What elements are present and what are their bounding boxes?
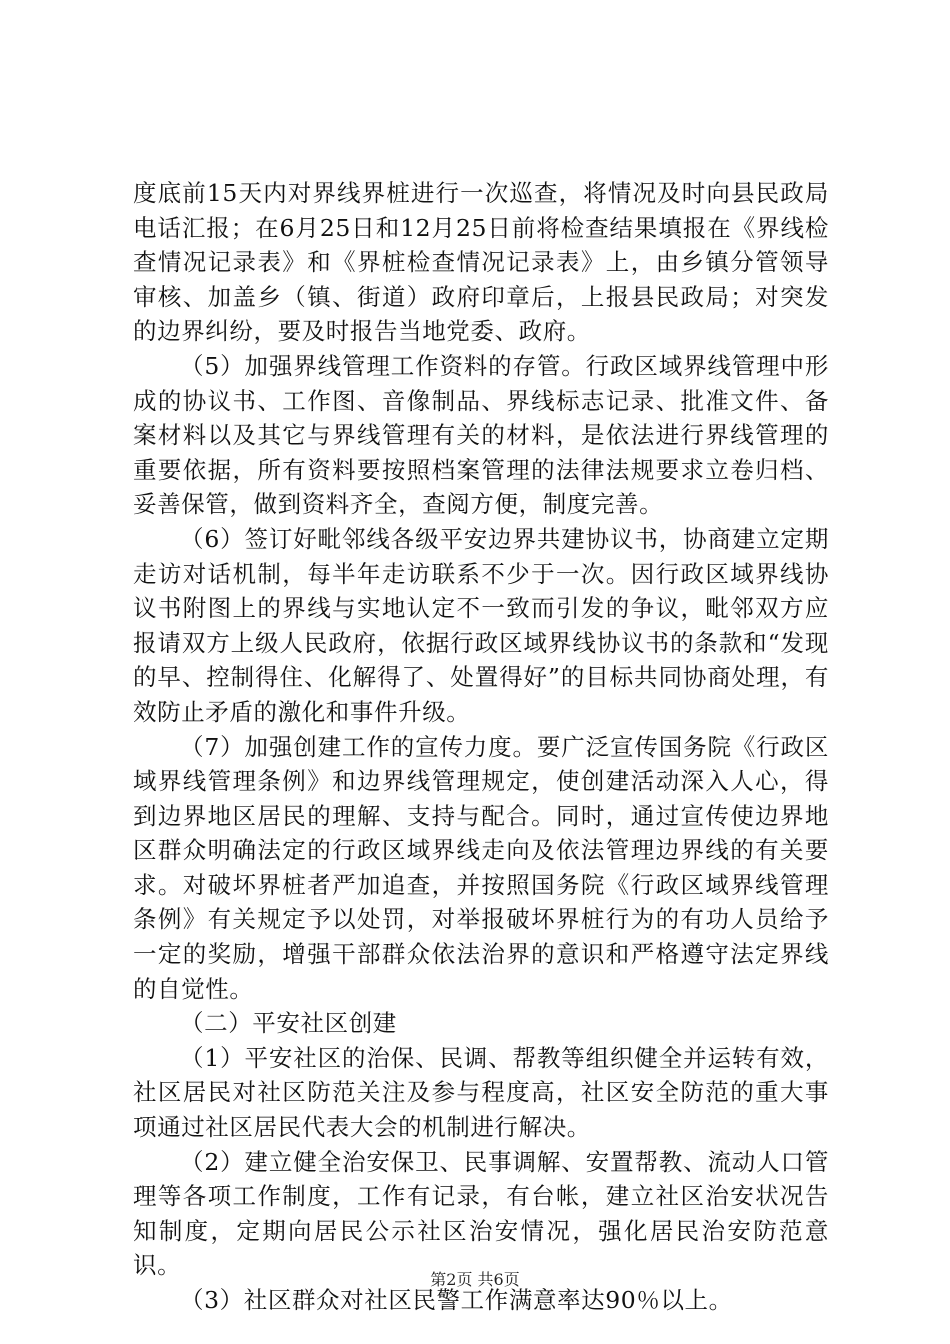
paragraph-item-5: （5）加强界线管理工作资料的存管。行政区域界线管理中形成的协议书、工作图、音像制品、界线标志记录、批准文件、备案材料以及其它与界线管理有关的材料，是依法进行界线管理的重要依据，所有资料要按照档案管理的法律法规要求立卷归档、妥善保管，做到资料齐全，查阅方便，制度完善。 (133, 351, 829, 519)
document-body (133, 176, 829, 1318)
paragraph-item-7: （7）加强创建工作的宣传力度。要广泛宣传国务院《行政区域界线管理条例》和边界线管理规定，使创建活动深入人心，得到边界地区居民的理解、支持与配合。同时，通过宣传使边界地区群众明确法定的行政区域界线走向及依法管理边界线的有关要求。对破坏界桩者严加追查，并按照国务院《行政区域界线管理条例》有关规定予以处罚，对举报破坏界桩行为的有功人员给予一定的奖励，增强干部群众依法治界的意识和严格遵守法定界线的自觉性。 (133, 732, 829, 1003)
paragraph-continuation: 度底前15天内对界线界桩进行一次巡查，将情况及时向县民政局电话汇报；在6月25日和12月25日前将检查结果填报在《界线检查情况记录表》和《界桩检查情况记录表》上，由乡镇分管领导审核、加盖乡（镇、街道）政府印章后，上报县民政局；对突发的边界纠纷，要及时报告当地党委、政府。 (133, 179, 829, 346)
page-footer: 第2页 共6页 (430, 1270, 520, 1289)
paragraph-item-6: （6）签订好毗邻线各级平安边界共建协议书，协商建立定期走访对话机制，每半年走访联系不少于一次。因行政区域界线协议书附图上的界线与实地认定不一致而引发的争议，毗邻双方应报请双方上级人民政府，依据行政区域界线协议书的条款和“发现的早、控制得住、化解得了、处置得好”的目标共同协商处理，有效防止矛盾的激化和事件升级。 (133, 524, 829, 726)
section-heading-safe-community: （二）平安社区创建 (180, 1009, 397, 1038)
paragraph-community-2: （2）建立健全治安保卫、民事调解、安置帮教、流动人口管理等各项工作制度，工作有记录，有台帐，建立社区治安状况告知制度，定期向居民公示社区治安情况，强化居民治安防范意识。 (133, 1147, 829, 1280)
paragraph-community-1: （1）平安社区的治保、民调、帮教等组织健全并运转有效，社区居民对社区防范关注及参与程度高，社区安全防范的重大事项通过社区居民代表大会的机制进行解决。 (133, 1043, 829, 1142)
paragraph-community-3: （3）社区群众对社区民警工作满意率达90％以上。 (180, 1286, 733, 1314)
